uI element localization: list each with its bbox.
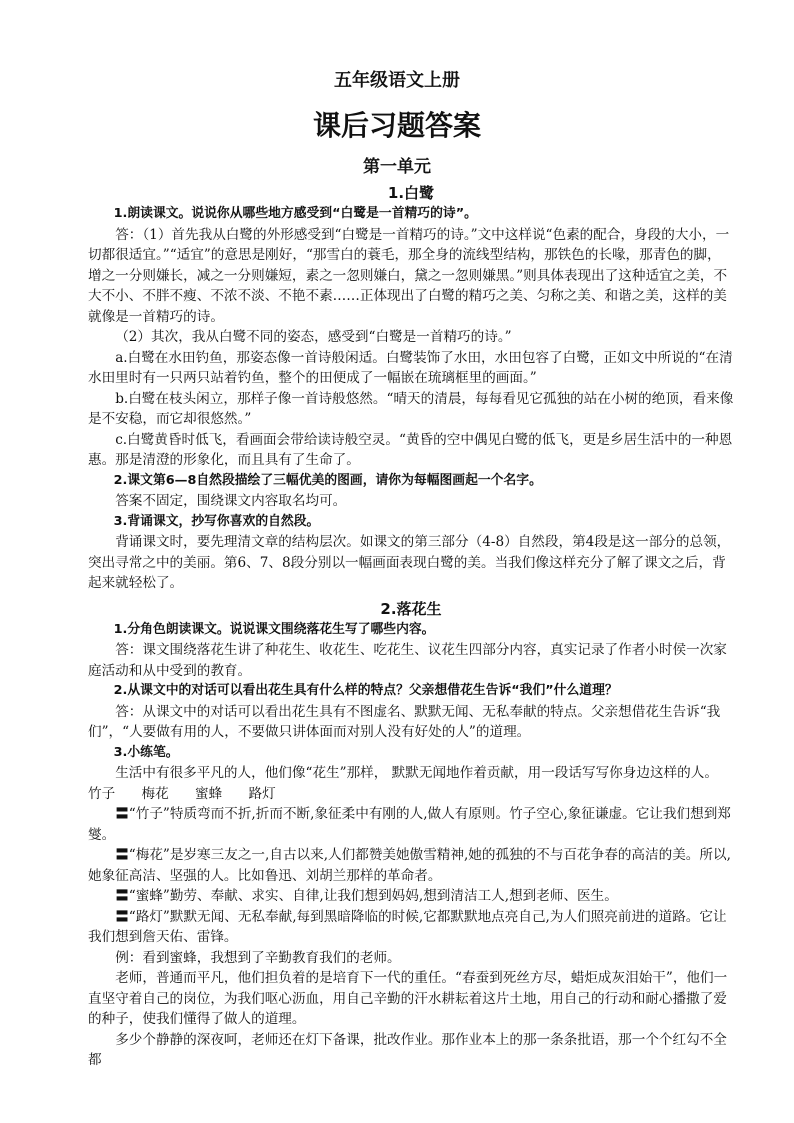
question: 1.朗读课文。说说你从哪些地方感受到“白鹭是一首精巧的诗”。 [113,206,477,221]
answer-paragraph: 答：从课文中的对话可以看出花生具有不图虚名、默默无闻、无私奉献的特点。父亲想借花生告诉“我们”，“人要做有用的人，不要做只讲体面而对别人没有好处的人”的道理。 [88,703,721,740]
word-list [88,784,734,805]
question: 3.小练笔。 [113,744,179,760]
question: 2.课文第6—8自然段描绘了三幅优美的图画，请你为每幅图画起一个名字。 [113,472,542,488]
answer-paragraph: 〓“竹子”特质弯而不折,折而不断,象征柔中有刚的人,做人有原则。竹子空心,象征谦虚。它让我们想到郑燮。 [88,806,731,843]
answer-paragraph: 答案不固定，围绕课文内容取名均可。 [115,493,347,509]
lesson-title: 1.白鹭 [387,184,435,202]
word-item: 梅花 [141,785,169,802]
answer-paragraph: c.白鹭黄昏时低飞，看画面会带给读诗般空灵。“黄昏的空中偶见白鹭的低飞，更是乡居生活中的一种恩惠。那是清澄的形象化，而且具有了生命了。 [88,431,733,468]
answer-paragraph: 例：看到蜜蜂，我想到了辛勤教育我们的老师。 [115,949,401,966]
question: 2.从课文中的对话可以看出花生具有什么样的特点？父亲想借花生告诉“我们”什么道理？ [113,683,618,698]
answer-paragraph: 〓“路灯”默默无闻、无私奉献,每到黑暗降临的时候,它都默默地点亮自己,为人们照亮前进的道路。它让我们想到詹天佑、雷锋。 [88,908,727,945]
document-title: 课后习题答案 [312,109,481,142]
grade-heading: 五年级语文上册 [334,70,460,91]
lesson-title: 2.落花生 [380,599,442,618]
document-body [88,182,734,1071]
answer-paragraph: 答：（1）首先我从白鹭的外形感受到“白鹭是一首精巧的诗。”文中这样说“色素的配合，身段的大小，一切都很适宜。”“适宜”的意思是刚好，“那雪白的蓑毛，那全身的流线型结构，那铁色的长喙，那青色的脚，增之一分则嫌长，减之一分则嫌短，素之一忽则嫌白，黛之一忽则嫌黑。”则具体表现出了这种适宜之美，不大不小、不胖不瘦、不浓不淡、不艳不素……正体现出了白鹭的精巧之美、匀称之美、和谐之美，这样的美就像是一首精巧的诗。 [88,226,730,325]
word-item: 竹子 [88,785,116,802]
answer-paragraph: 多少个静静的深夜呵，老师还在灯下备课，批改作业。那作业本上的那一条条批语，那一个个红勾不全都 [88,1031,727,1068]
word-item: 蜜蜂 [195,785,223,802]
answer-paragraph: 答：课文围绕落花生讲了种花生、收花生、吃花生、议花生四部分内容，真实记录了作者小时侯一次家庭活动和从中受到的教育。 [88,642,727,679]
unit-heading: 第一单元 [363,157,431,177]
answer-paragraph: 〓“梅花”是岁寒三友之一,自古以来,人们都赞美她傲雪精神,她的孤独的不与百花争春的高洁的美。所以,她象征高洁、坚强的人。比如鲁迅、刘胡兰那样的革命者。 [88,847,731,884]
question: 3.背诵课文，抄写你喜欢的自然段。 [113,513,320,529]
answer-paragraph: 生活中有很多平凡的人，他们像“花生”那样， 默默无闻地作着贡献，用一段话写写你身边这样的人。 [115,765,718,781]
question: 1.分角色朗读课文。说说课文围绕落花生写了哪些内容。 [113,621,435,637]
answer-paragraph: （2）其次，我从白鹭不同的姿态，感受到“白鹭是一首精巧的诗。” [115,329,512,345]
word-item: 路灯 [248,785,276,802]
answer-paragraph: b.白鹭在枝头闲立，那样子像一首诗般悠然。“晴天的清晨，每每看见它孤独的站在小树的绝顶，看来像是不安稳，而它却很悠然。” [88,390,734,427]
answer-paragraph: 背诵课文时，要先理清文章的结构层次。如课文的第三部分（4-8）自然段，第4段是这一部分的总领，突出寻常之中的美丽。第6、7、8段分别以一幅画面表现白鹭的美。当我们像这样充分了解了课文之后，背起来就轻松了。 [88,534,731,591]
answer-paragraph: 老师，普通而平凡，他们担负着的是培育下一代的重任。“春蚕到死丝方尽，蜡炬成灰泪始干”，他们一直坚守着自己的岗位，为我们呕心沥血，用自己辛勤的汗水耕耘着这片土地，用自己的行动和耐心播撒了爱的种子，使我们懂得了做人的道理。 [88,970,728,1027]
answer-paragraph: 〓“蜜蜂”勤劳、奉献、求实、自律,让我们想到妈妈,想到清洁工人,想到老师、医生。 [115,888,618,904]
answer-paragraph: a.白鹭在水田钓鱼，那姿态像一首诗般闲适。白鹭装饰了水田，水田包容了白鹭，正如文中所说的“在清水田里时有一只两只站着钓鱼，整个的田便成了一幅嵌在琉璃框里的画面。” [88,349,733,386]
